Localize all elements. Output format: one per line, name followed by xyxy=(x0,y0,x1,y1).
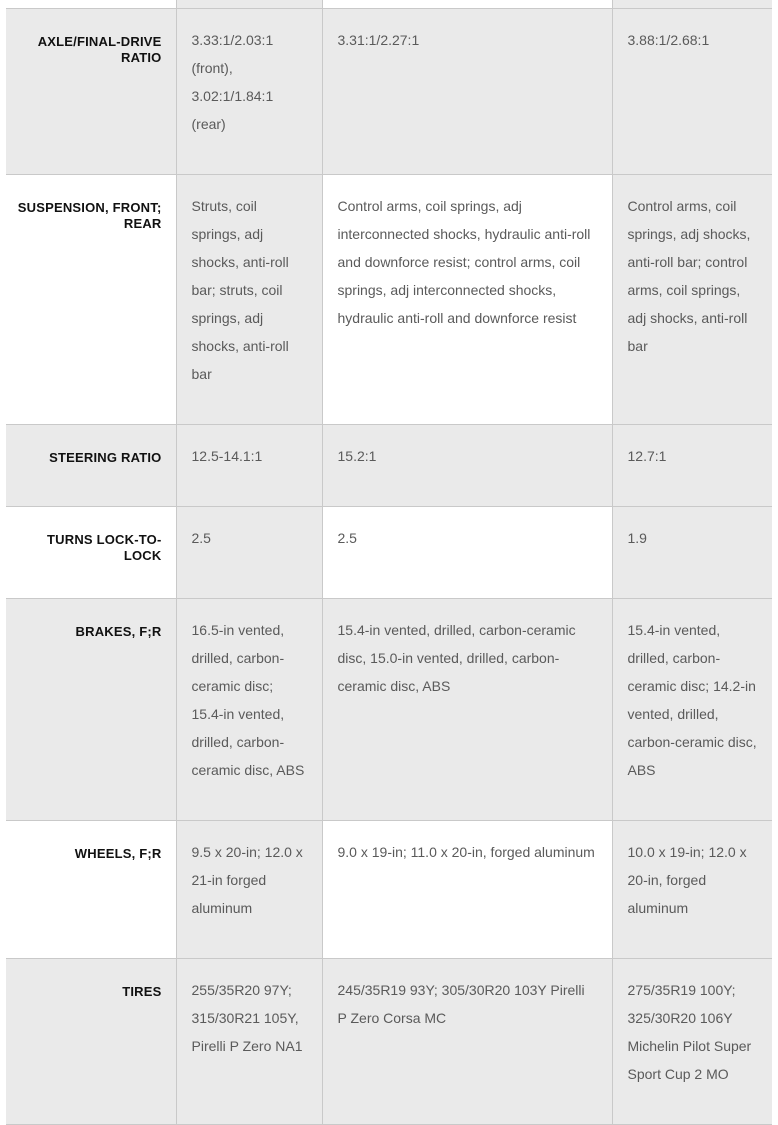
spec-value: 245/35R19 93Y; 305/30R20 103Y Pirelli P Zero Corsa MC xyxy=(322,959,612,1125)
table-row-suspension xyxy=(6,175,772,425)
row-label: TURNS LOCK-TO-LOCK xyxy=(6,507,176,599)
table-row-steering-ratio xyxy=(6,425,772,507)
row-label: STEERING RATIO xyxy=(6,425,176,507)
spec-value: 3.33:1/2.03:1 (front), 3.02:1/1.84:1 (rear) xyxy=(176,9,322,175)
row-label: SUSPENSION, FRONT; REAR xyxy=(6,175,176,425)
top-edge-cell xyxy=(322,0,612,9)
spec-value: Control arms, coil springs, adj shocks, anti-roll bar; control arms, coil springs, adj shocks, anti-roll bar xyxy=(612,175,772,425)
top-edge-cell xyxy=(612,0,772,9)
spec-value: Struts, coil springs, adj shocks, anti-roll bar; struts, coil springs, adj shocks, anti-roll bar xyxy=(176,175,322,425)
spec-value: 15.4-in vented, drilled, carbon-ceramic disc; 14.2-in vented, drilled, carbon-ceramic disc, ABS xyxy=(612,599,772,821)
table-row-top-edge xyxy=(6,0,772,9)
spec-value: 255/35R20 97Y; 315/30R21 105Y, Pirelli P Zero NA1 xyxy=(176,959,322,1125)
spec-value: 9.0 x 19-in; 11.0 x 20-in, forged aluminum xyxy=(322,821,612,959)
spec-value: Control arms, coil springs, adj interconnected shocks, hydraulic anti-roll and downforce resist; control arms, coil springs, adj interconnected shocks, hydraulic anti-roll and downforce resist xyxy=(322,175,612,425)
spec-value: 275/35R19 100Y; 325/30R20 106Y Michelin Pilot Super Sport Cup 2 MO xyxy=(612,959,772,1125)
row-label: AXLE/FINAL-DRIVE RATIO xyxy=(6,9,176,175)
table-row-tires xyxy=(6,959,772,1125)
spec-value: 16.5-in vented, drilled, carbon-ceramic disc; 15.4-in vented, drilled, carbon-ceramic disc, ABS xyxy=(176,599,322,821)
spec-value: 2.5 xyxy=(322,507,612,599)
row-label: BRAKES, F;R xyxy=(6,599,176,821)
table-row-turns-lock-to-lock xyxy=(6,507,772,599)
spec-value: 15.2:1 xyxy=(322,425,612,507)
row-label: TIRES xyxy=(6,959,176,1125)
spec-value: 12.5-14.1:1 xyxy=(176,425,322,507)
spec-value: 2.5 xyxy=(176,507,322,599)
spec-value: 3.88:1/2.68:1 xyxy=(612,9,772,175)
spec-value: 1.9 xyxy=(612,507,772,599)
table-row-wheels xyxy=(6,821,772,959)
table-row-axle-ratio xyxy=(6,9,772,175)
top-edge-cell xyxy=(6,0,176,9)
top-edge-cell xyxy=(176,0,322,9)
spec-value: 15.4-in vented, drilled, carbon-ceramic disc, 15.0-in vented, drilled, carbon-ceramic disc, ABS xyxy=(322,599,612,821)
spec-value: 3.31:1/2.27:1 xyxy=(322,9,612,175)
table-row-brakes xyxy=(6,599,772,821)
spec-value: 12.7:1 xyxy=(612,425,772,507)
specs-table xyxy=(6,0,772,1125)
spec-value: 9.5 x 20-in; 12.0 x 21-in forged aluminum xyxy=(176,821,322,959)
row-label: WHEELS, F;R xyxy=(6,821,176,959)
spec-value: 10.0 x 19-in; 12.0 x 20-in, forged aluminum xyxy=(612,821,772,959)
